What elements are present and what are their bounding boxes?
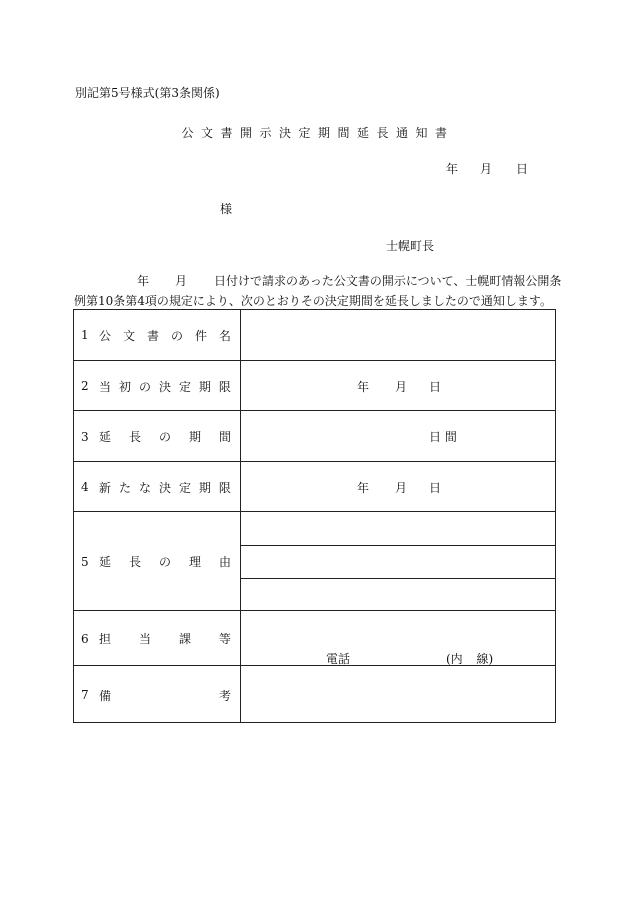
label-char: 長 [128,555,141,569]
label-char: 当 [99,379,112,394]
row-number: 1 [81,328,89,342]
body-month-label: 月 [175,274,188,288]
label-char: の [158,555,171,569]
label-char: 考 [218,688,231,703]
new-deadline-year-label: 年 [357,481,370,495]
deadline-day-label: 日 [429,380,442,394]
label-char: 備 [99,688,112,703]
deadline-year-label: 年 [357,380,370,394]
date-day-label: 日 [516,162,529,176]
row-label [99,553,231,570]
new-deadline-day-label: 日 [429,481,442,495]
label-char: 期 [188,430,201,444]
body-text-line-1 [74,272,561,289]
row-extension-reason [74,511,555,611]
addressee-honorific: 様 [220,202,233,216]
extension-form-table [73,309,556,723]
label-char: 延 [99,430,112,444]
body-text-line-2: 例第10条第4項の規定により、次のとおりその決定期間を延長しましたので通知します。 [74,294,552,308]
new-deadline-month-label: 月 [395,481,408,495]
label-char: 件 [194,328,207,343]
row-label [99,630,231,647]
extension-days-unit: 日 間 [429,430,457,444]
body-year-label: 年 [137,274,150,288]
label-char: 定 [178,480,191,495]
label-char: の [158,430,171,444]
issuer-name: 士幌町長 [386,239,435,253]
label-char: 期 [198,379,211,394]
row-new-deadline [74,461,555,512]
row-original-deadline [74,360,555,411]
row-subject [74,310,555,360]
document-title: 公文書開示決定期間延長通知書 [181,126,455,140]
label-char: 決 [158,480,171,495]
label-char: 長 [128,430,141,444]
label-char: の [138,379,151,394]
label-char: 等 [218,632,231,646]
label-char: 間 [218,430,231,444]
row-label [99,479,231,496]
row-number: 6 [81,631,89,646]
row-number: 7 [81,688,89,702]
row-extension-period [74,410,555,462]
label-char: 定 [178,379,191,394]
label-char: 初 [118,379,131,394]
label-char: 限 [218,379,231,394]
label-char: 当 [138,632,151,646]
label-char: 期 [198,480,211,495]
label-char: 延 [99,555,112,569]
label-char: 限 [218,480,231,495]
date-year-label: 年 [446,162,459,176]
phone-label: 電話 [326,652,351,666]
body-text-rest: 日付けで請求のあった公文書の開示について、士幌町情報公開条 [214,274,562,288]
label-char: 決 [158,379,171,394]
label-char: 名 [218,328,231,343]
row-number: 3 [81,429,89,444]
label-char: 文 [122,328,135,343]
label-char: 書 [146,328,159,343]
row-label [99,327,231,344]
deadline-month-label: 月 [395,380,408,394]
row-label [99,428,231,445]
date-month-label: 月 [480,162,493,176]
label-char: の [170,328,183,343]
row-department [74,610,555,666]
row-number: 4 [81,480,89,494]
row-number: 5 [81,554,89,569]
label-char: 課 [178,632,191,646]
extension-label: (内 線) [446,652,494,666]
label-char: 由 [218,555,231,569]
row-label [99,687,231,704]
label-char: 理 [188,555,201,569]
row-remarks [74,665,555,724]
reason-line-divider [241,545,555,546]
label-char: 新 [99,480,112,495]
row-label [99,378,231,395]
label-char: 公 [99,328,112,343]
form-reference: 別記第5号様式(第3条関係) [75,86,220,100]
label-char: 担 [99,632,112,646]
label-char: な [138,480,151,495]
reason-line-divider [241,578,555,579]
row-number: 2 [81,379,89,393]
label-char: た [118,480,131,495]
